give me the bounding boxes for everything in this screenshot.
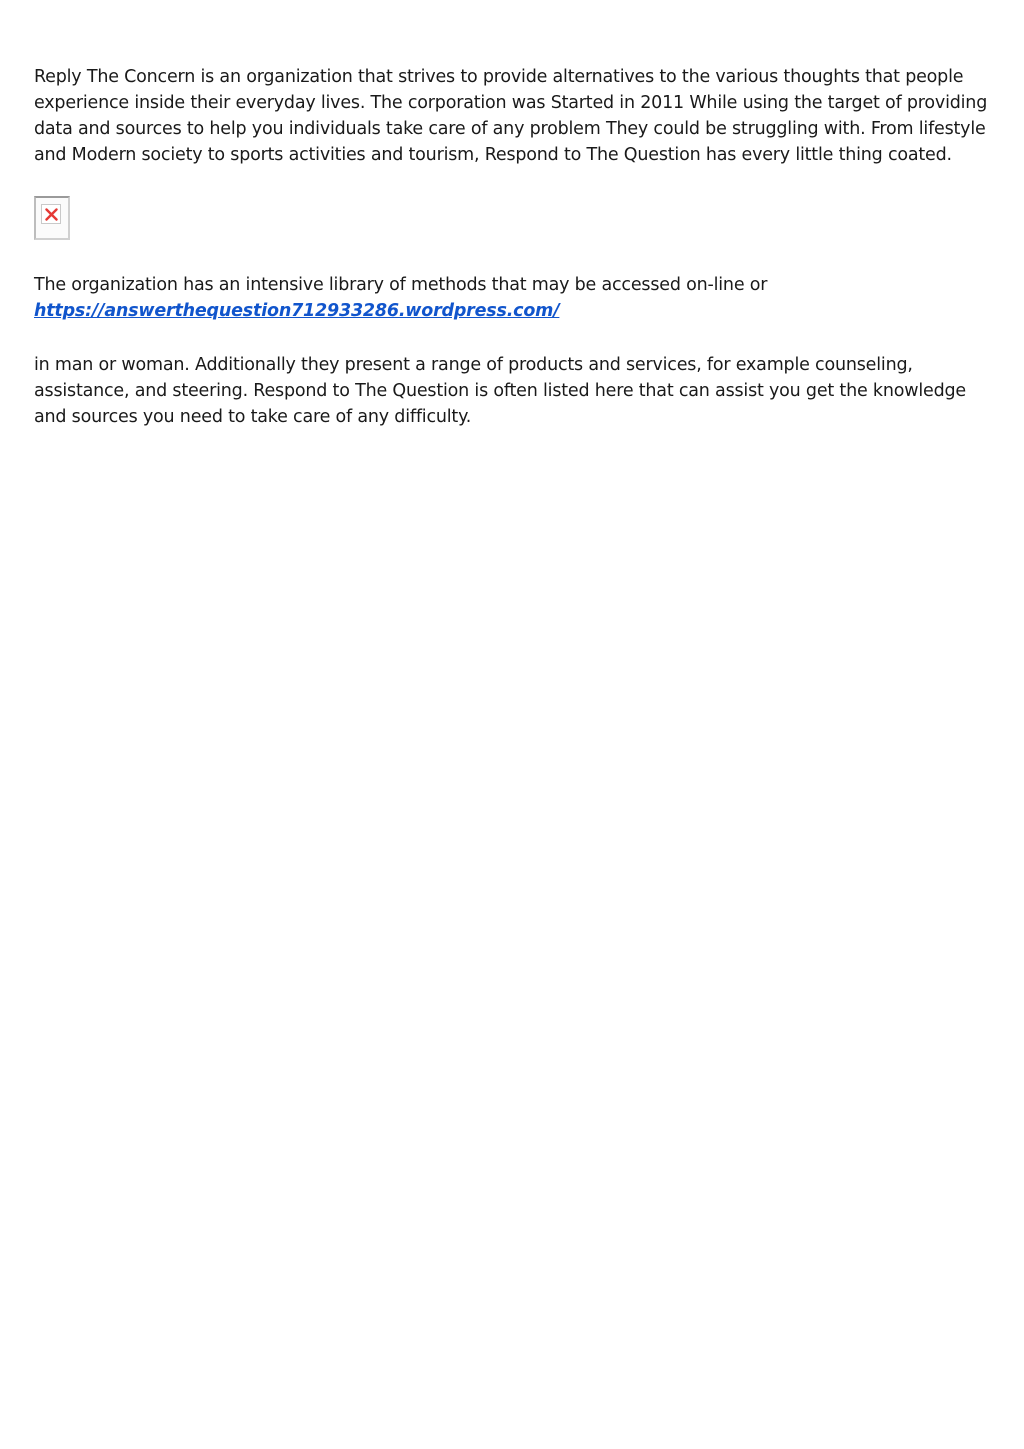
document-body (34, 64, 990, 430)
link-line (34, 298, 990, 324)
wordpress-link[interactable]: https://answerthequestion712933286.wordpress.com/ (34, 301, 560, 321)
close-icon (45, 208, 58, 221)
broken-image-frame (41, 204, 61, 224)
broken-image-icon (34, 196, 70, 240)
library-paragraph: The organization has an intensive library of methods that may be accessed on-line or (34, 275, 768, 295)
intro-paragraph: Reply The Concern is an organization that strives to provide alternatives to the various thoughts that people experience inside their everyday lives. The corporation was Started in 2011 While using the target of providing data and sources to help you individuals take care of any problem They could be struggling with. From lifestyle and Modern society to sports activities and tourism, Respond to The Question has every little thing coated. (34, 67, 988, 165)
services-paragraph: in man or woman. Additionally they present a range of products and services, for example counseling, assistance, and steering. Respond to The Question is often listed here that can assist you get the knowledge and sources you need to take care of any difficulty. (34, 355, 966, 427)
